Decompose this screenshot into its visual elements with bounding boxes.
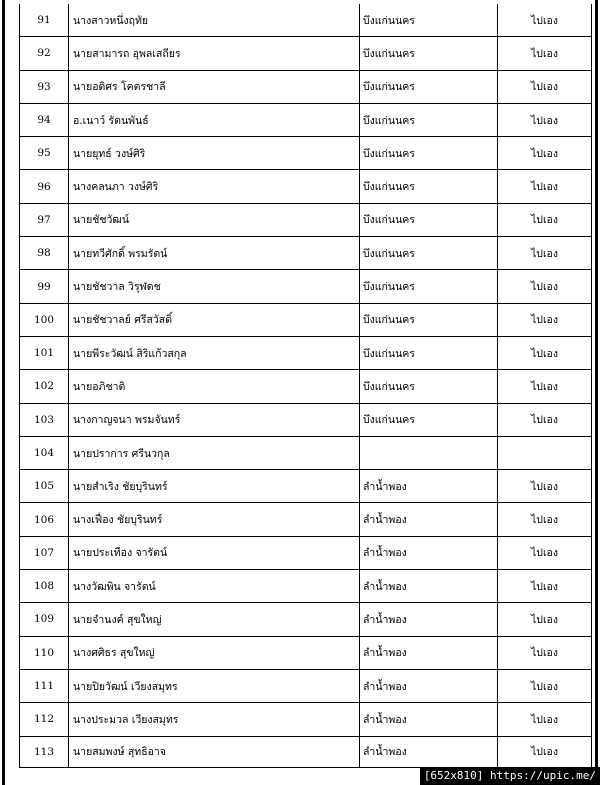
- district-cell: บึงแก่นนคร: [360, 170, 498, 203]
- person-name-cell: นายสามารถ อุพลเสถียร: [69, 37, 360, 70]
- person-name-cell: นางศศิธร สุขใหญ่: [69, 636, 360, 669]
- person-name-cell: นายสำเริง ชัยบุรินทร์: [69, 470, 360, 503]
- district-cell: ลำน้ำพอง: [360, 570, 498, 603]
- person-name-cell: นางประมวล เวียงสมุทร: [69, 703, 360, 736]
- table-row: [20, 237, 592, 270]
- district-cell: ลำน้ำพอง: [360, 536, 498, 569]
- travel-status-cell: ไปเอง: [498, 303, 592, 336]
- district-cell: บึงแก่นนคร: [360, 137, 498, 170]
- table-row: [20, 270, 592, 303]
- person-name-cell: นายอภิชาติ: [69, 370, 360, 403]
- table-row: [20, 503, 592, 536]
- table-row: [20, 303, 592, 336]
- travel-status-cell: ไปเอง: [498, 669, 592, 702]
- district-cell: บึงแก่นนคร: [360, 203, 498, 236]
- district-cell: บึงแก่นนคร: [360, 403, 498, 436]
- table-row: [20, 70, 592, 103]
- travel-status-cell: ไปเอง: [498, 170, 592, 203]
- row-number-cell: 110: [20, 636, 69, 669]
- row-number-cell: 96: [20, 170, 69, 203]
- district-cell: ลำน้ำพอง: [360, 736, 498, 767]
- person-name-cell: นายพีระวัฒน์ สิริแก้วสกุล: [69, 336, 360, 369]
- table-row: [20, 570, 592, 603]
- person-name-cell: นายชัชวาล วิรุฬดช: [69, 270, 360, 303]
- travel-status-cell: ไปเอง: [498, 370, 592, 403]
- row-number-cell: 107: [20, 536, 69, 569]
- row-number-cell: 109: [20, 603, 69, 636]
- person-name-cell: นายชัชวาลย์ ศรีสวัสดิ์: [69, 303, 360, 336]
- table-row: [20, 669, 592, 702]
- travel-status-cell: ไปเอง: [498, 203, 592, 236]
- table-row: [20, 536, 592, 569]
- travel-status-cell: ไปเอง: [498, 4, 592, 37]
- attendee-table-body: [20, 4, 592, 767]
- travel-status-cell: ไปเอง: [498, 503, 592, 536]
- travel-status-cell: ไปเอง: [498, 736, 592, 767]
- person-name-cell: นางวัฒพิน จารัตน์: [69, 570, 360, 603]
- district-cell: ลำน้ำพอง: [360, 636, 498, 669]
- row-number-cell: 101: [20, 336, 69, 369]
- table-row: [20, 603, 592, 636]
- travel-status-cell: ไปเอง: [498, 603, 592, 636]
- table-row: [20, 736, 592, 767]
- travel-status-cell: ไปเอง: [498, 37, 592, 70]
- row-number-cell: 105: [20, 470, 69, 503]
- row-number-cell: 104: [20, 436, 69, 469]
- person-name-cell: นายทวีศักดิ์ พรมรัตน์: [69, 237, 360, 270]
- district-cell: บึงแก่นนคร: [360, 303, 498, 336]
- table-row: [20, 203, 592, 236]
- person-name-cell: นายปราการ ศรีนวกุล: [69, 436, 360, 469]
- person-name-cell: นางสาวหนึ่งฤทัย: [69, 4, 360, 37]
- row-number-cell: 93: [20, 70, 69, 103]
- travel-status-cell: ไปเอง: [498, 403, 592, 436]
- row-number-cell: 102: [20, 370, 69, 403]
- person-name-cell: นายจำนงค์ สุขใหญ่: [69, 603, 360, 636]
- district-cell: ลำน้ำพอง: [360, 703, 498, 736]
- district-cell: บึงแก่นนคร: [360, 70, 498, 103]
- district-cell: บึงแก่นนคร: [360, 370, 498, 403]
- travel-status-cell: ไปเอง: [498, 70, 592, 103]
- district-cell: ลำน้ำพอง: [360, 603, 498, 636]
- district-cell: ลำน้ำพอง: [360, 669, 498, 702]
- district-cell: บึงแก่นนคร: [360, 336, 498, 369]
- travel-status-cell: ไปเอง: [498, 103, 592, 136]
- travel-status-cell: [498, 436, 592, 469]
- district-cell: บึงแก่นนคร: [360, 103, 498, 136]
- person-name-cell: นางเฟื่อง ชัยบุรินทร์: [69, 503, 360, 536]
- table-row: [20, 636, 592, 669]
- travel-status-cell: ไปเอง: [498, 536, 592, 569]
- table-row: [20, 137, 592, 170]
- image-host-watermark: [652x810] https://upic.me/: [420, 767, 600, 785]
- table-row: [20, 37, 592, 70]
- district-cell: ลำน้ำพอง: [360, 503, 498, 536]
- travel-status-cell: ไปเอง: [498, 137, 592, 170]
- travel-status-cell: ไปเอง: [498, 336, 592, 369]
- row-number-cell: 103: [20, 403, 69, 436]
- row-number-cell: 91: [20, 4, 69, 37]
- table-row: [20, 336, 592, 369]
- person-name-cell: นายชัชวัฒน์: [69, 203, 360, 236]
- table-row: [20, 403, 592, 436]
- table-row: [20, 103, 592, 136]
- row-number-cell: 99: [20, 270, 69, 303]
- travel-status-cell: ไปเอง: [498, 570, 592, 603]
- district-cell: [360, 436, 498, 469]
- person-name-cell: นายปิยวัฒน์ เวียงสมุทร: [69, 669, 360, 702]
- row-number-cell: 111: [20, 669, 69, 702]
- person-name-cell: นางกาญจนา พรมจันทร์: [69, 403, 360, 436]
- person-name-cell: นายสมพงษ์ สุทธิอาจ: [69, 736, 360, 767]
- table-row: [20, 436, 592, 469]
- person-name-cell: นายยุทธ์ วงษ์ศิริ: [69, 137, 360, 170]
- table-row: [20, 4, 592, 37]
- row-number-cell: 100: [20, 303, 69, 336]
- row-number-cell: 106: [20, 503, 69, 536]
- row-number-cell: 94: [20, 103, 69, 136]
- district-cell: ลำน้ำพอง: [360, 470, 498, 503]
- table-row: [20, 170, 592, 203]
- attendee-table: [19, 4, 592, 768]
- table-row: [20, 470, 592, 503]
- person-name-cell: นายอดิศร โคตรชาลี: [69, 70, 360, 103]
- person-name-cell: นายประเทือง จารัตน์: [69, 536, 360, 569]
- district-cell: บึงแก่นนคร: [360, 270, 498, 303]
- table-row: [20, 370, 592, 403]
- row-number-cell: 97: [20, 203, 69, 236]
- travel-status-cell: ไปเอง: [498, 636, 592, 669]
- district-cell: บึงแก่นนคร: [360, 4, 498, 37]
- row-number-cell: 112: [20, 703, 69, 736]
- row-number-cell: 108: [20, 570, 69, 603]
- travel-status-cell: ไปเอง: [498, 703, 592, 736]
- row-number-cell: 95: [20, 137, 69, 170]
- travel-status-cell: ไปเอง: [498, 470, 592, 503]
- person-name-cell: นางคลนภา วงษ์ศิริ: [69, 170, 360, 203]
- travel-status-cell: ไปเอง: [498, 270, 592, 303]
- table-row: [20, 703, 592, 736]
- district-cell: บึงแก่นนคร: [360, 37, 498, 70]
- row-number-cell: 113: [20, 736, 69, 767]
- travel-status-cell: ไปเอง: [498, 237, 592, 270]
- district-cell: บึงแก่นนคร: [360, 237, 498, 270]
- row-number-cell: 92: [20, 37, 69, 70]
- person-name-cell: อ.เนาว์ รัตนพันธ์: [69, 103, 360, 136]
- row-number-cell: 98: [20, 237, 69, 270]
